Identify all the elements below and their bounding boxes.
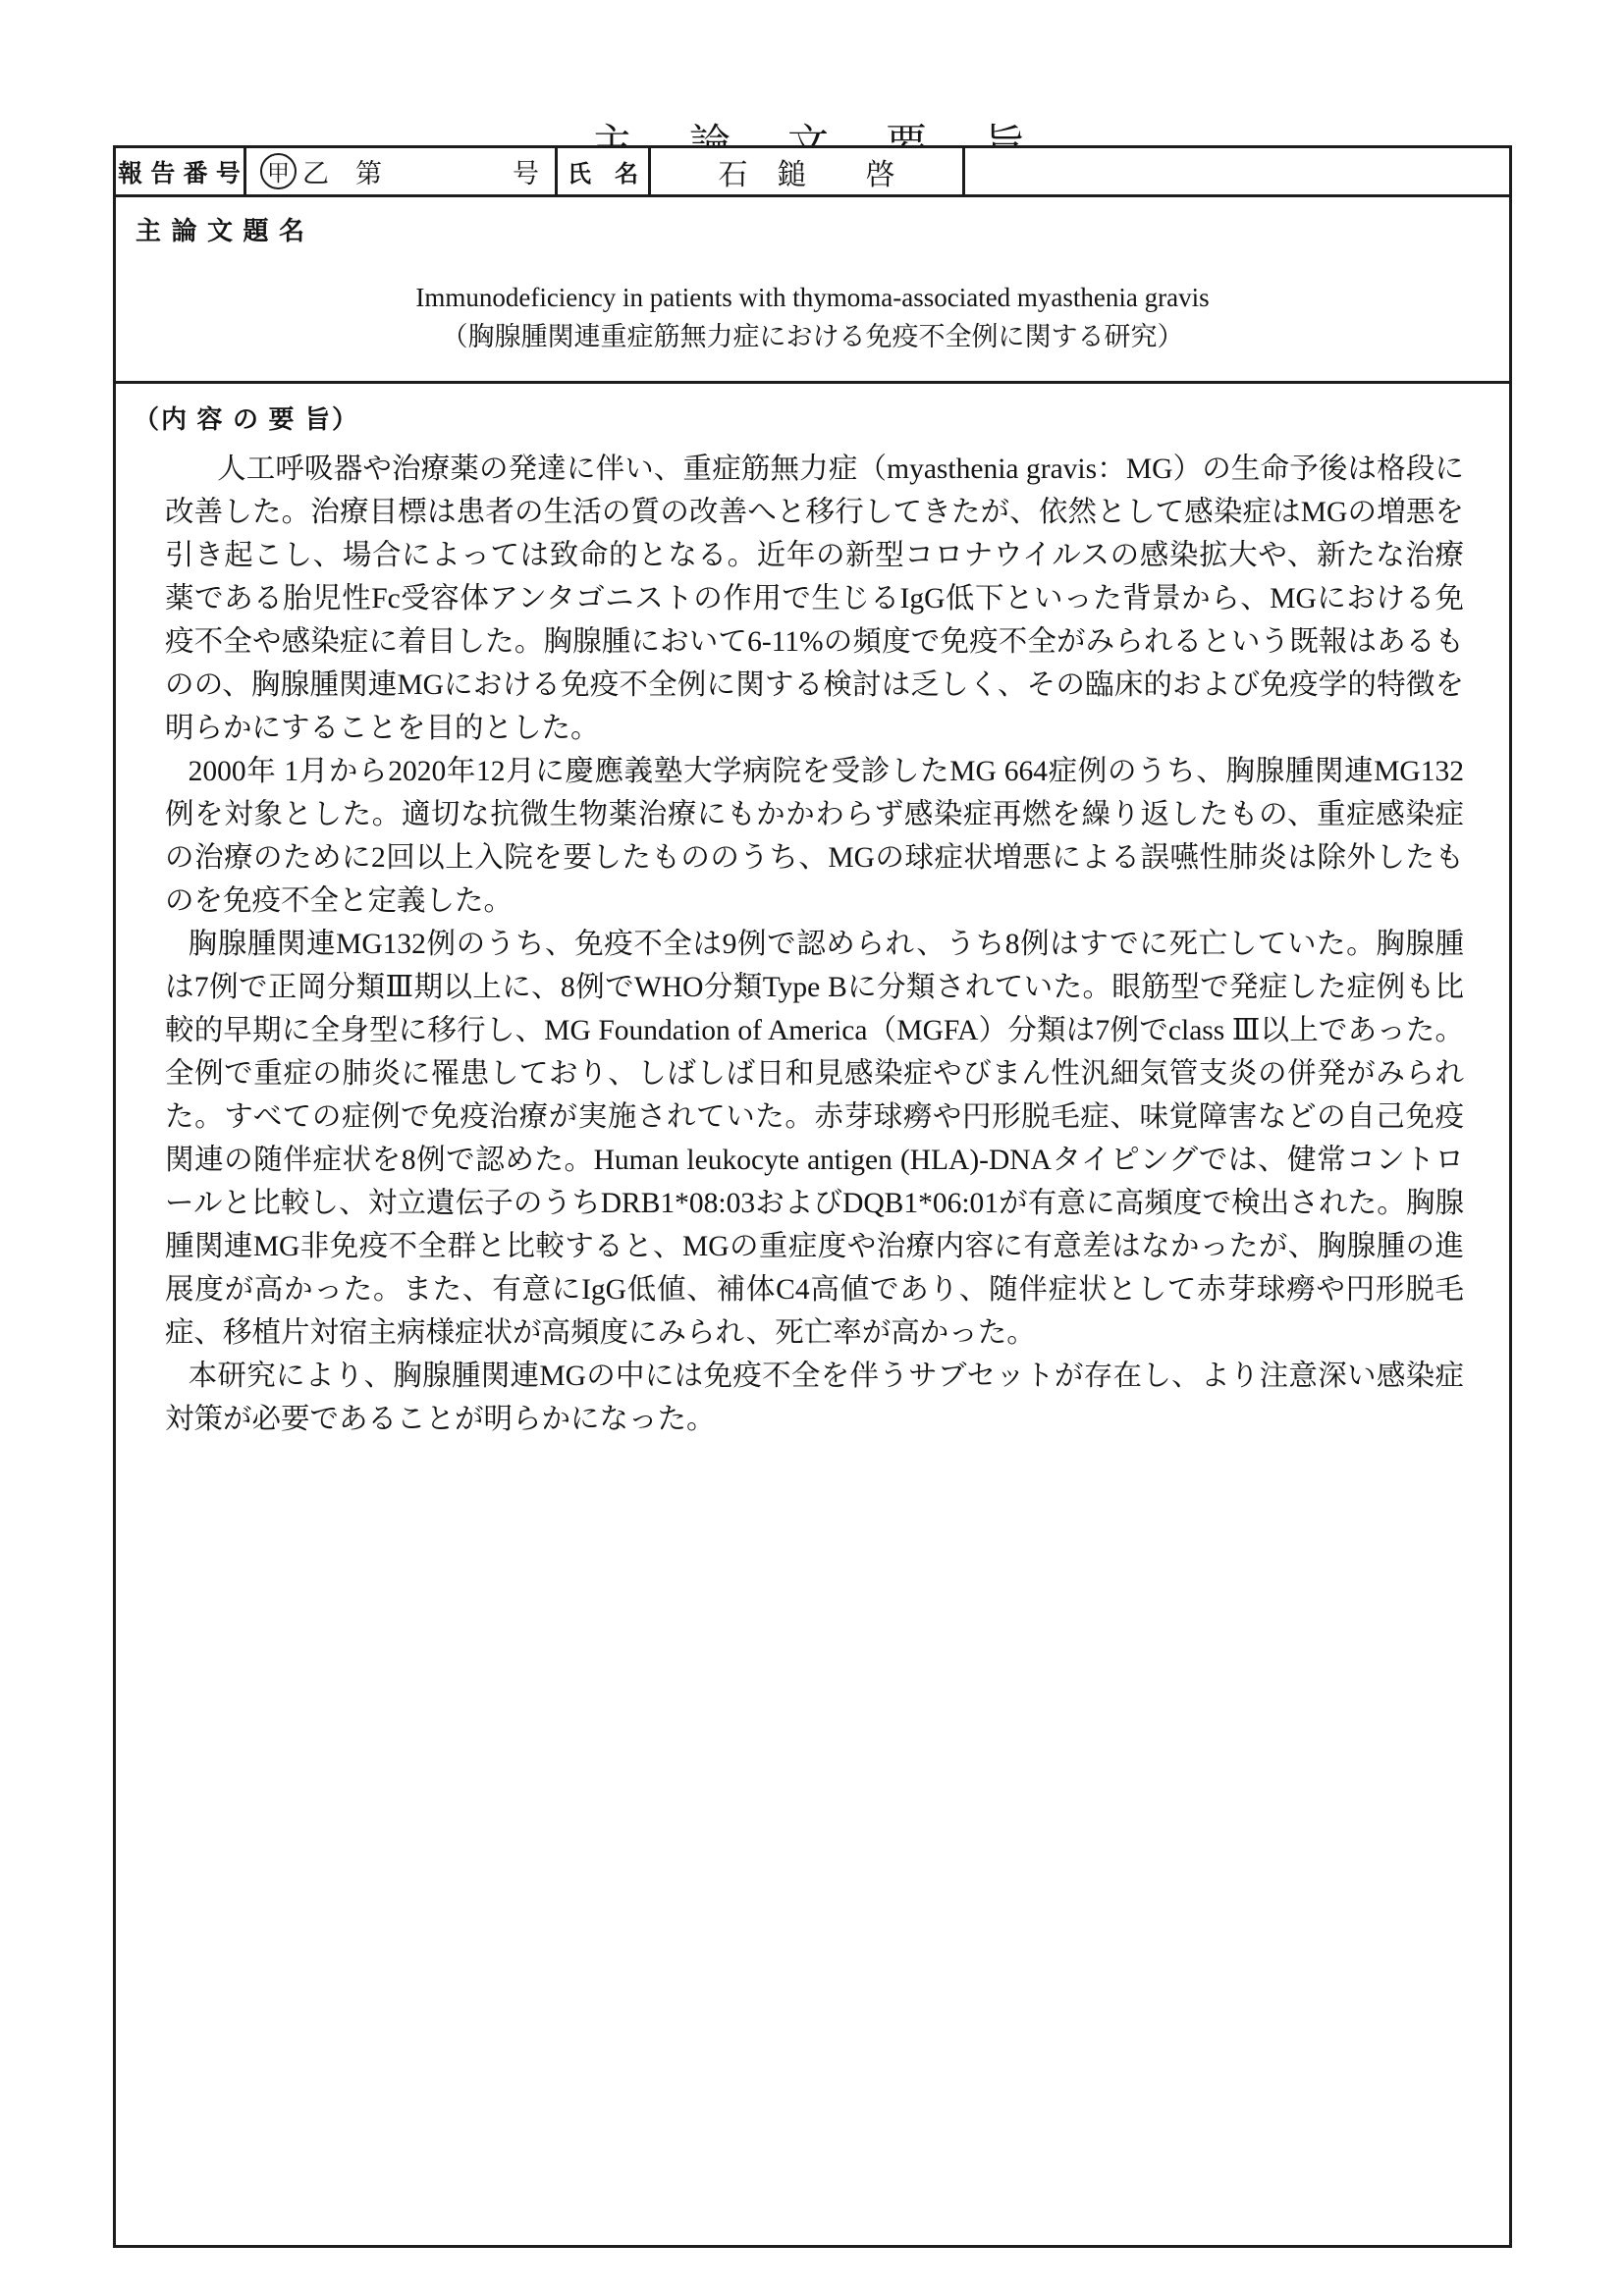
abstract-paragraph: 2000年 1月から2020年12月に慶應義塾大学病院を受診したMG 664症例のうち、胸腺腫関連MG132例を対象とした。適切な抗微生物薬治療にもかかわらず感染症再燃を繰り返したもの、重症感染症の治療のために2回以上入院を要したもののうち、MGの球症状増悪による誤嚥性肺炎は除外したものを免疫不全と定義した。 <box>165 756 1464 917</box>
name-label: 氏 名 <box>558 148 651 194</box>
report-number-cell <box>246 148 558 194</box>
thesis-title-label: 主 論 文 題 名 <box>135 217 307 245</box>
report-number-label: 報 告 番 号 <box>116 148 246 194</box>
thesis-abstract-form <box>113 145 1512 2248</box>
name-value: 石 鎚 啓 <box>651 148 965 194</box>
abstract-heading: （内 容 の 要 旨） <box>134 405 360 434</box>
thesis-title-japanese: （胸腺腫関連重症筋無力症における免疫不全例に関する研究） <box>441 322 1184 351</box>
kou-circled-mark: 甲 <box>260 153 297 189</box>
abstract-paragraph: 本研究により、胸腺腫関連MGの中には免疫不全を伴うサブセットが存在し、より注意深い感染症対策が必要であることが明らかになった。 <box>165 1361 1464 1435</box>
thesis-title-block <box>116 278 1509 356</box>
abstract-paragraph: 人工呼吸器や治療薬の発達に伴い、重症筋無力症（myasthenia gravis：MG）の生命予後は格段に改善した。治療目標は患者の生活の質の改善へと移行してきたが、依然として感染症はMGの増悪を引き起こし、場合によっては致命的となる。近年の新型コロナウイルスの感染拡大や、新たな治療薬である胎児性Fc受容体アンタゴニストの作用で生じるIgG低下といった背景から、MGにおける免疫不全や感染症に着目した。胸腺腫において6-11%の頻度で免疫不全がみられるという既報はあるものの、胸腺腫関連MGにおける免疫不全例に関する検討は乏しく、その臨床的および免疫学的特徴を明らかにすることを目的とした。 <box>165 454 1465 744</box>
thesis-title-section <box>116 197 1509 384</box>
go-label: 号 <box>513 159 539 188</box>
abstract-paragraph: 胸腺腫関連MG132例のうち、免疫不全は9例で認められ、うち8例はすでに死亡していた。胸腺腫は7例で正岡分類Ⅲ期以上に、8例でWHO分類Type Bに分類されていた。眼筋型で発症した症例も比較的早期に全身型に移行し、MG Foundation of America（MGFA）分類は7例でclass Ⅲ以上であった。全例で重症の肺炎に罹患しており、しばしば日和見感染症やびまん性汎細気管支炎の併発がみられた。すべての症例で免疫治療が実施されていた。赤芽球癆や円形脱毛症、味覚障害などの自己免疫関連の随伴症状を8例で認めた。Human leukocyte antigen (HLA)-DNAタイピングでは、健常コントロールと比較し、対立遺伝子のうちDRB1*08:03およびDQB1*06:01が有意に高頻度で検出された。胸腺腫関連MG非免疫不全群と比較すると、MGの重症度や治療内容に有意差はなかったが、胸腺腫の進展度が高かった。また、有意にIgG低値、補体C4高値であり、随伴症状として赤芽球癆や円形脱毛症、移植片対宿主病様症状が高頻度にみられ、死亡率が高かった。 <box>165 929 1464 1349</box>
header-empty-cell <box>965 148 1509 194</box>
thesis-title-english: Immunodeficiency in patients with thymoma-associated myasthenia gravis <box>415 283 1210 312</box>
abstract-section <box>116 384 1509 1441</box>
form-header-row <box>116 148 1509 197</box>
otsu-dai-label: 乙 第 <box>302 159 382 188</box>
abstract-body <box>165 448 1464 1441</box>
